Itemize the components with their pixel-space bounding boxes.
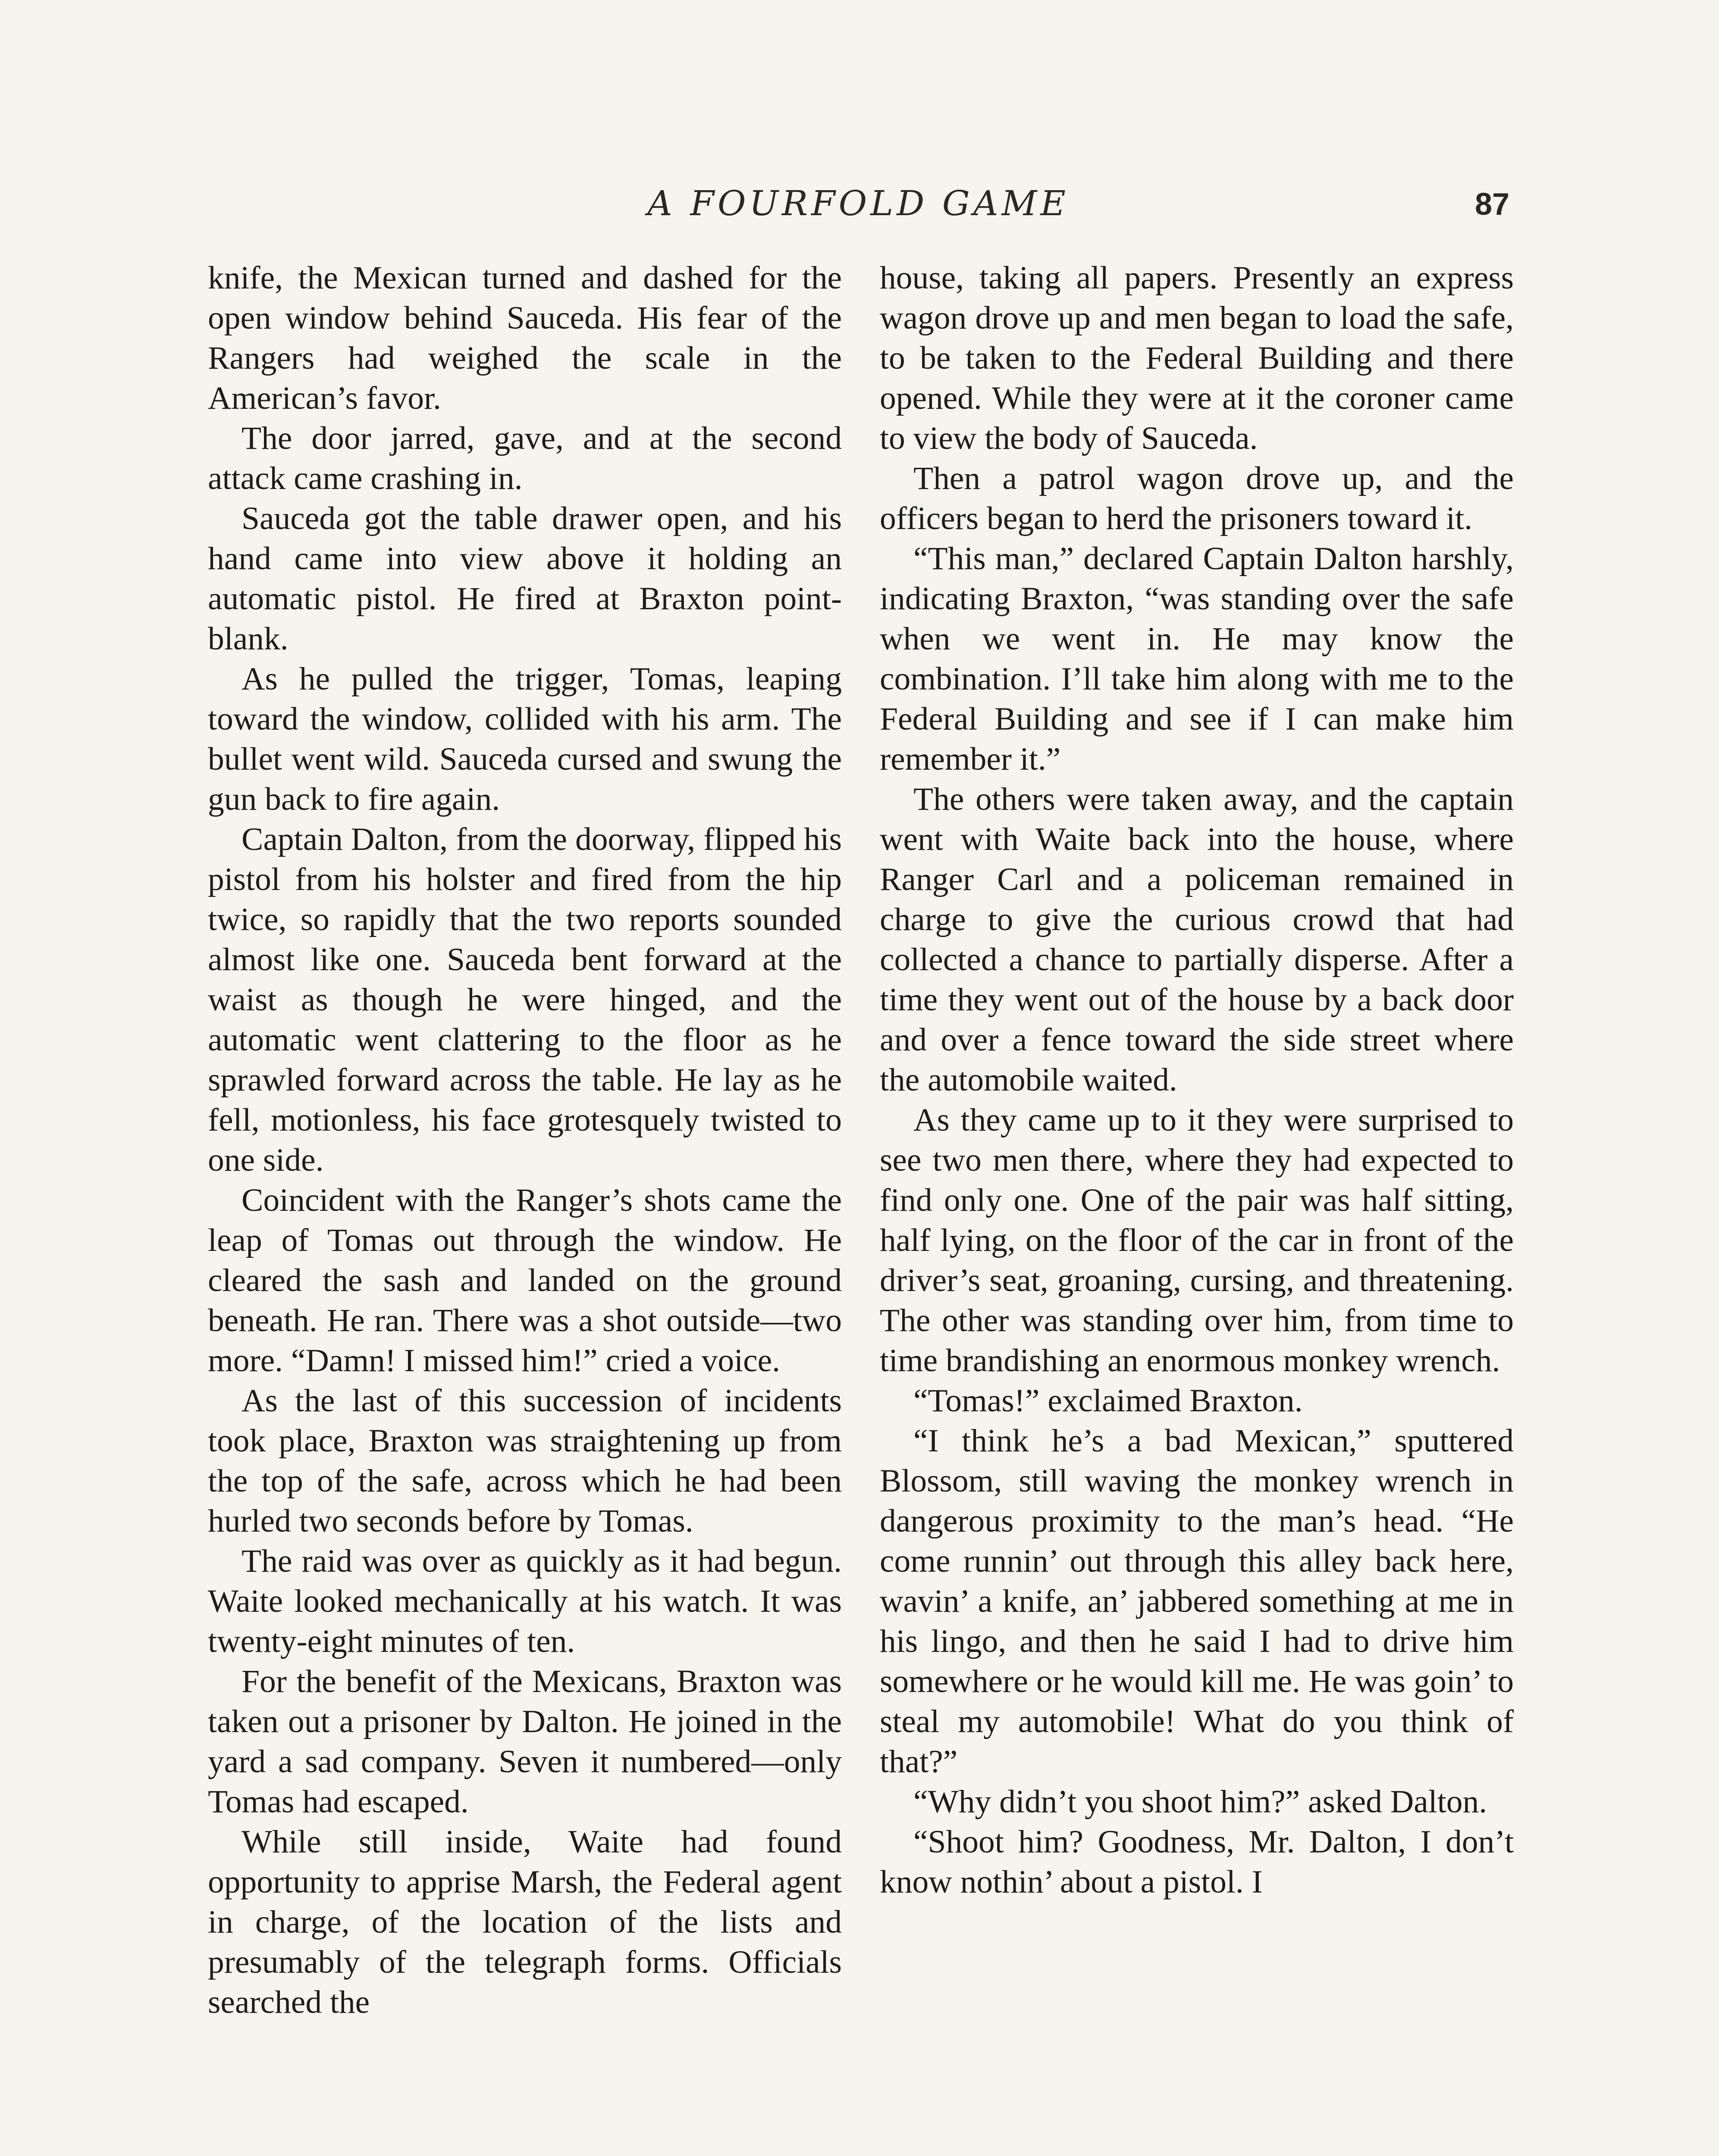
paragraph: For the benefit of the Mexicans, Braxton was taken out a prisoner by Dalton. He joined in the yard a sad company. Seven it numbered—only Tomas had escaped. [208, 1664, 842, 1820]
right-column [880, 258, 1514, 1902]
paragraph: “I think he’s a bad Mexican,” sputtered Blossom, still waving the monkey wrench in dangerous proximity to the man’s head. “He come runnin’ out through this alley back here, wavin’ a knife, an’ jabbered something at me in his lingo, and then he said I had to drive him somewhere or he would kill me. He was goin’ to steal my automobile! What do you think of that?” [880, 1423, 1514, 1780]
paragraph: knife, the Mexican turned and dashed for the open window behind Sauceda. His fear of the Rangers had weighed the scale in the American’s favor. [208, 260, 842, 416]
paragraph: As the last of this succession of incidents took place, Braxton was straightening up from the top of the safe, across which he had been hurled two seconds before by Tomas. [208, 1383, 842, 1539]
paragraph: While still inside, Waite had found opportunity to apprise Marsh, the Federal agent in charge, of the location of the lists and presumably of the telegraph forms. Officials searched the [208, 1824, 842, 2020]
paragraph: The raid was over as quickly as it had begun. Waite looked mechanically at his watch. It was twenty-eight minutes of ten. [208, 1543, 842, 1659]
paragraph: Coincident with the Ranger’s shots came the leap of Tomas out through the window. He cleared the sash and landed on the ground beneath. He ran. There was a shot outside—two more. “Damn! I missed him!” cried a voice. [208, 1182, 842, 1379]
page-header [0, 183, 1719, 231]
paragraph: “Why didn’t you shoot him?” asked Dalton. [913, 1784, 1487, 1820]
paragraph: Then a patrol wagon drove up, and the officers began to herd the prisoners toward it. [880, 461, 1514, 536]
paragraph: Captain Dalton, from the doorway, flipped his pistol from his holster and fired from the hip twice, so rapidly that the two reports sounded almost like one. Sauceda bent forward at the waist as though he were hinged, and the automatic went clattering to the floor as he sprawled forward across the table. He lay as he fell, motionless, his face grotesquely twisted to one side. [208, 821, 842, 1178]
paragraph: “Tomas!” exclaimed Braxton. [913, 1383, 1303, 1419]
paragraph: The door jarred, gave, and at the second attack came crashing in. [208, 420, 842, 496]
paragraph: Sauceda got the table drawer open, and his hand came into view above it holding an automatic pistol. He fired at Braxton point-blank. [208, 501, 842, 657]
paragraph: “Shoot him? Goodness, Mr. Dalton, I don’t know nothin’ about a pistol. I [880, 1824, 1514, 1900]
paragraph: house, taking all papers. Presently an express wagon drove up and men began to load the safe, to be taken to the Federal Building and there opened. While they were at it the coroner came to view the body of Sauceda. [880, 260, 1514, 456]
paragraph: As they came up to it they were surprised to see two men there, where they had expected to find only one. One of the pair was half sitting, half lying, on the floor of the car in front of the driver’s seat, groaning, cursing, and threatening. The other was standing over him, from time to time brandishing an enormous monkey wrench. [880, 1102, 1514, 1379]
running-title: A FOURFOLD GAME [647, 183, 1069, 223]
paragraph: The others were taken away, and the captain went with Waite back into the house, where Ranger Carl and a policeman remained in charge to give the curious crowd that had collected a chance to partially disperse. After a time they went out of the house by a back door and over a fence toward the side street where the automobile waited. [880, 781, 1514, 1098]
paragraph: As he pulled the trigger, Tomas, leaping toward the window, collided with his arm. The bullet went wild. Sauceda cursed and swung the gun back to fire again. [208, 661, 842, 817]
page-number: 87 [1475, 187, 1510, 222]
left-column [208, 258, 842, 2022]
paragraph: “This man,” declared Captain Dalton harshly, indicating Braxton, “was standing over the safe when we went in. He may know the combination. I’ll take him along with me to the Federal Building and see if I can make him remember it.” [880, 541, 1514, 777]
